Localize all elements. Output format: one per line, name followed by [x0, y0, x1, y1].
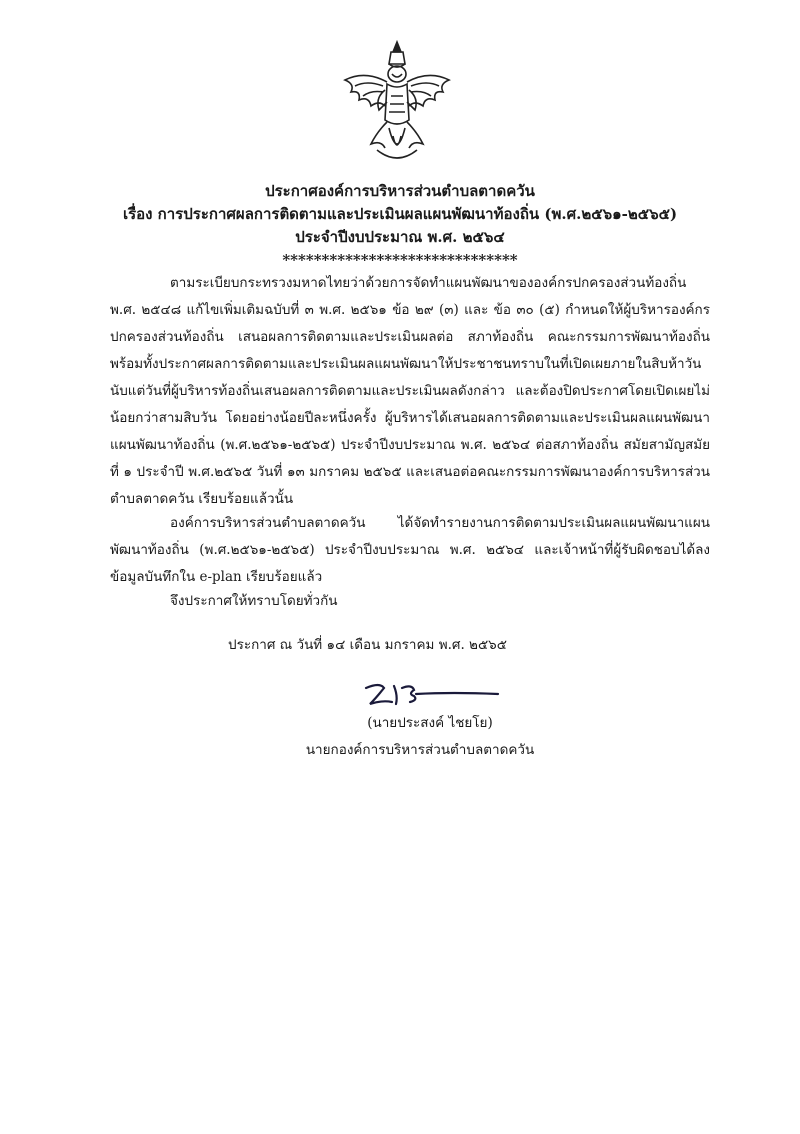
header-separator: ****************************** [282, 251, 518, 269]
header-fiscal-year: ประจำปีงบประมาณ พ.ศ. ๒๕๖๔ [295, 228, 505, 246]
paragraph-2: องค์การบริหารส่วนตำบลตาดควัน ได้จัดทำรายงานการติดตามประเมินผลแผนพัฒนาแผนพัฒนาท้องถิ่น (พ.ศ.๒๕๖๑-๒๕๖๕) ประจำปีงบประมาณ พ.ศ. ๒๕๖๔ และเจ้าหน้าที่ผู้รับผิดชอบได้ลงข้อมูลบันทึกใน e-plan เรียบร้อยแล้ว [110, 515, 710, 585]
signatory-title: นายกองค์การบริหารส่วนตำบลตาดควัน [305, 742, 535, 758]
header-subject: เรื่อง การประกาศผลการติดตามและประเมินผลแผนพัฒนาท้องถิ่น (พ.ศ.๒๕๖๑-๒๕๖๕) [122, 205, 678, 223]
paragraph-1: ตามระเบียบกระทรวงมหาดไทยว่าด้วยการจัดทำแผนพัฒนาขององค์กรปกครองส่วนท้องถิ่น พ.ศ. ๒๕๔๘ แก้ไขเพิ่มเติมฉบับที่ ๓ พ.ศ. ๒๕๖๑ ข้อ ๒๙ (๓) และ ข้อ ๓๐ (๕) กำหนดให้ผู้บริหารองค์กรปกครองส่วนท้องถิ่น เสนอผลการติดตามและประเมินผลต่อ สภาท้องถิ่น คณะกรรมการพัฒนาท้องถิ่น พร้อมทั้งประกาศผลการติดตามและประเมินผลแผนพัฒนาให้ประชาชนทราบในที่เปิดเผยภายในสิบห้าวันนับแต่วันที่ผู้บริหารท้องถิ่นเสนอผลการติดตามและประเมินผลดังกล่าว และต้องปิดประกาศโดยเปิดเผยไม่น้อยกว่าสามสิบวัน โดยอย่างน้อยปีละหนึ่งครั้ง ผู้บริหารได้เสนอผลการติดตามและประเมินผลแผนพัฒนาแผนพัฒนาท้องถิ่น (พ.ศ.๒๕๖๑-๒๕๖๕) ประจำปีงบประมาณ พ.ศ. ๒๕๖๔ ต่อสภาท้องถิ่น สมัยสามัญสมัยที่ ๑ ประจำปี พ.ศ.๒๕๖๕ วันที่ ๑๓ มกราคม ๒๕๖๕ และเสนอต่อคณะกรรมการพัฒนาองค์การบริหารส่วนตำบลตาดควัน เรียบร้อยแล้วนั้น [110, 275, 710, 507]
garuda-emblem-icon [337, 40, 457, 168]
handwritten-signature [362, 680, 502, 710]
dateline: ประกาศ ณ วันที่ ๑๔ เดือน มกราคม พ.ศ. ๒๕๖๕ [228, 637, 507, 653]
document-header [60, 180, 740, 272]
signatory-name: (นายประสงค์ ไชยโย) [367, 715, 493, 731]
notice-line: จึงประกาศให้ทราบโดยทั่วกัน [170, 593, 338, 609]
header-org: ประกาศองค์การบริหารส่วนตำบลตาดควัน [265, 182, 535, 200]
